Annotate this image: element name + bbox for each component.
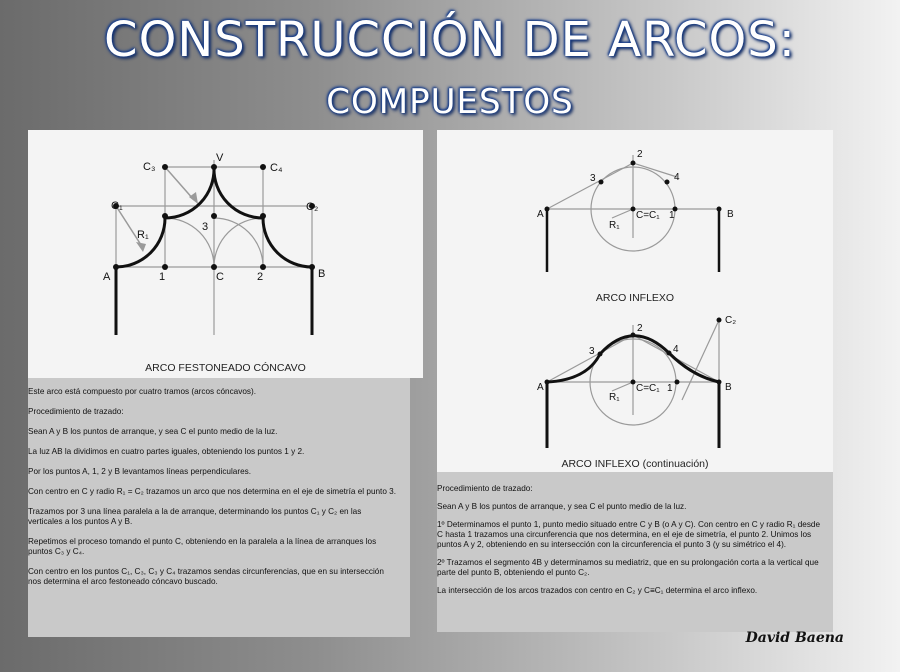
left-paragraph: Procedimiento de trazado: xyxy=(28,407,124,416)
right-paragraph: Sean A y B los puntos de arranque, y sea C el punto medio de la luz. xyxy=(437,502,687,511)
label-c2: C₂ xyxy=(306,201,319,213)
festooned-concave-arch-diagram xyxy=(28,130,423,378)
left-paragraph: Repetimos el proceso tomando el punto C, obteniendo en la paralela a la línea de arranques los puntos C₃ y C₄. xyxy=(28,537,377,556)
label-3: 3 xyxy=(202,221,209,233)
label-r1: R₁ xyxy=(137,229,149,241)
top-label-a: A xyxy=(537,209,544,220)
label-b: B xyxy=(318,268,326,280)
bottom-label-4: 4 xyxy=(673,344,679,355)
bottom-label-b: B xyxy=(725,382,732,393)
top-label-2: 2 xyxy=(637,149,643,160)
label-1: 1 xyxy=(159,271,166,283)
main-title: CONSTRUCCIÓN DE ARCOS: xyxy=(104,12,796,68)
label-v: V xyxy=(216,152,224,164)
subtitle: COMPUESTOS xyxy=(326,82,574,122)
bottom-label-c2: C₂ xyxy=(725,315,737,326)
left-paragraph: Con centro en los puntos C₁, C₃, C₃ y C₄ trazamos sendas circunferencias, que en su intersección nos determina el arco festoneado cóncavo buscado. xyxy=(28,567,384,586)
bottom-label-1: 1 xyxy=(667,383,673,394)
label-c: C xyxy=(216,271,224,283)
label-2: 2 xyxy=(257,271,264,283)
right-caption-1: ARCO INFLEXO xyxy=(595,292,675,304)
right-text-box xyxy=(437,472,833,632)
top-label-3: 3 xyxy=(590,173,596,184)
right-paragraph: Procedimiento de trazado: xyxy=(437,484,533,493)
left-caption: ARCO FESTONEADO CÓNCAVO xyxy=(145,362,306,374)
left-paragraph: Sean A y B los puntos de arranque, y sea C el punto medio de la luz. xyxy=(28,427,278,436)
top-label-4: 4 xyxy=(674,172,680,183)
left-paragraph: Este arco está compuesto por cuatro tramos (arcos cóncavos). xyxy=(28,387,256,396)
top-label-1: 1 xyxy=(669,210,675,221)
label-c3: C₃ xyxy=(143,161,156,173)
right-paragraph: 1º Determinamos el punto 1, punto medio situado entre C y B (o A y C). Con centro en C y radio R₁ desde C hasta 1 trazamos una circunferencia que nos determina, en el eje de simetría, el punto 2. Unimos los puntos A y 2, obteniendo en su intersección con la circunferencia el punto 3 (y su simétrico el 4). xyxy=(437,520,821,549)
label-a: A xyxy=(103,271,111,283)
label-c1: C₁ xyxy=(111,200,123,212)
author-signature: David Baena xyxy=(745,630,844,646)
left-paragraph: La luz AB la dividimos en cuatro partes iguales, obteniendo los puntos 1 y 2. xyxy=(28,447,305,456)
bottom-label-3: 3 xyxy=(589,346,595,357)
top-label-cc1: C=C₁ xyxy=(636,210,660,221)
bottom-label-r1: R₁ xyxy=(609,392,620,403)
right-caption-2: ARCO INFLEXO (continuación) xyxy=(561,458,709,470)
left-paragraph: Por los puntos A, 1, 2 y B levantamos líneas perpendiculares. xyxy=(28,467,252,476)
right-diagram-panel xyxy=(437,130,833,472)
top-label-b: B xyxy=(727,209,734,220)
bottom-label-a: A xyxy=(537,382,544,393)
left-paragraph: Con centro en C y radio R₁ = C₂ trazamos un arco que nos determina en el eje de simetría el punto 3. xyxy=(28,487,396,496)
right-paragraph: 2º Trazamos el segmento 4B y determinamos su mediatriz, que en su prolongación corta a la vertical que parte del punto B, obteniendo el punto C₂. xyxy=(437,558,819,577)
left-text-box xyxy=(28,378,410,637)
left-diagram-panel xyxy=(28,130,423,378)
bottom-label-cc1: C=C₁ xyxy=(636,383,660,394)
bottom-label-2: 2 xyxy=(637,323,643,334)
top-label-r1: R₁ xyxy=(609,220,620,231)
label-c4: C₄ xyxy=(270,162,283,174)
left-paragraph: Trazamos por 3 una línea paralela a la de arranque, determinando los puntos C₁ y C₂ en las verticales a los puntos A y B. xyxy=(28,507,362,526)
right-paragraph: La intersección de los arcos trazados con centro en C₂ y C≡C₁ determina el arco inflexo. xyxy=(437,586,758,595)
